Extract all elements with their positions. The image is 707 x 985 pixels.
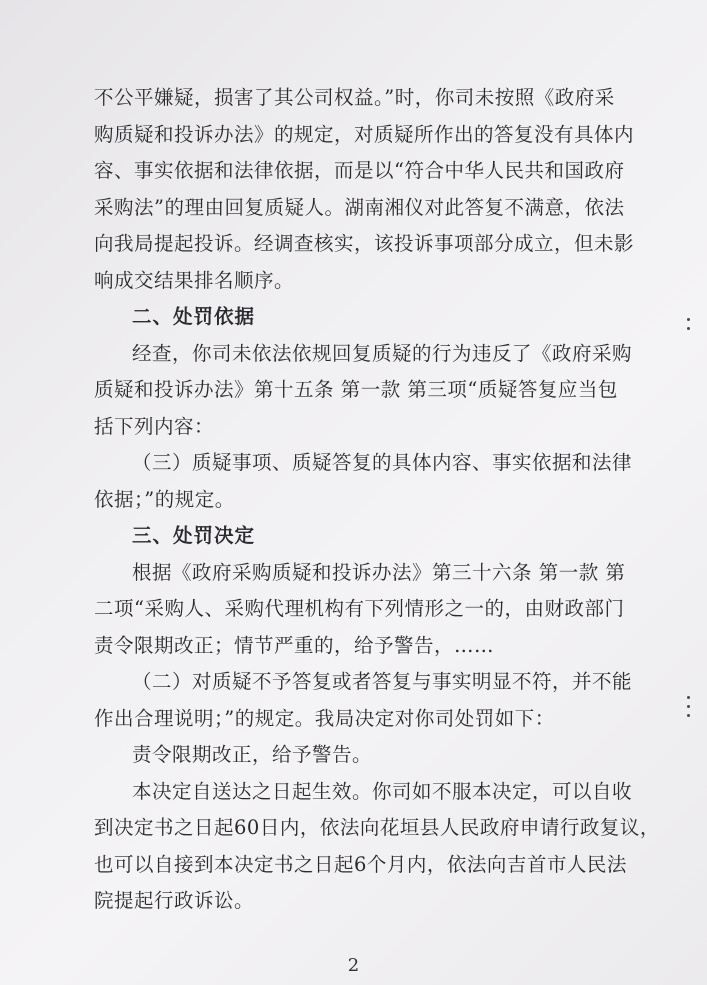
paragraph-line: 向我局提起投诉。经调查核实，该投诉事项部分成立，但未影 (94, 232, 635, 255)
scan-speck (687, 318, 690, 321)
scan-speck (687, 705, 690, 708)
paragraph-line: 响成交结果排名顺序。 (94, 268, 295, 292)
paragraph-line: 容、事实依据和法律依据，而是以“符合中华人民共和国政府 (94, 159, 625, 182)
scan-speck (687, 327, 690, 330)
scan-speck (687, 696, 690, 699)
scan-specks (683, 312, 693, 336)
paragraph-line: 作出合理说明；”的规定。我局决定对你司处罚如下： (94, 706, 555, 730)
paragraph-line: 责令限期改正；情节严重的，给予警告，…… (94, 633, 495, 657)
paragraph-line: 责令限期改正，给予警告。 (132, 743, 373, 766)
document-body (94, 80, 660, 920)
paragraph-line: 采购法”的理由回复质疑人。湖南湘仪对此答复不满意，依法 (94, 195, 625, 219)
paragraph-line: 依据；”的规定。 (94, 487, 235, 511)
paragraph-line: 院提起行政诉讼。 (94, 889, 255, 912)
paragraph-line: 二项“采购人、采购代理机构有下列情形之一的，由财政部门 (94, 597, 625, 620)
paragraph-line: 不公平嫌疑，损害了其公司权益。”时，你司未按照《政府采 (94, 86, 615, 109)
page-number: 2 (347, 955, 360, 976)
paragraph-line: （三）质疑事项、质疑答复的具体内容、事实依据和法律 (132, 451, 633, 474)
section-heading-penalty-basis: 二、处罚依据 (132, 305, 256, 328)
scan-speck (687, 714, 690, 717)
paragraph-line: 根据《政府采购质疑和投诉办法》第三十六条 第一款 第 (132, 560, 626, 584)
paragraph-line: 也可以自接到本决定书之日起6个月内，依法向吉首市人民法 (94, 852, 627, 876)
paragraph-line: 括下列内容： (94, 414, 215, 438)
paragraph-line: 本决定自送达之日起生效。你司如不服本决定，可以自收 (132, 779, 633, 803)
section-heading-penalty-decision: 三、处罚决定 (132, 524, 256, 547)
paragraph-line: 质疑和投诉办法》第十五条 第一款 第三项“质疑答复应当包 (94, 378, 618, 401)
paragraph-line: 经查，你司未依法依规回复质疑的行为违反了《政府采购 (132, 341, 633, 365)
scan-specks (683, 690, 693, 723)
paragraph-line: 购质疑和投诉办法》的规定，对质疑所作出的答复没有具体内 (94, 122, 635, 146)
paragraph-line: （二）对质疑不予答复或者答复与事实明显不符，并不能 (132, 670, 633, 693)
paragraph-line: 到决定书之日起60日内，依法向花垣县人民政府申请行政复议， (94, 816, 660, 839)
